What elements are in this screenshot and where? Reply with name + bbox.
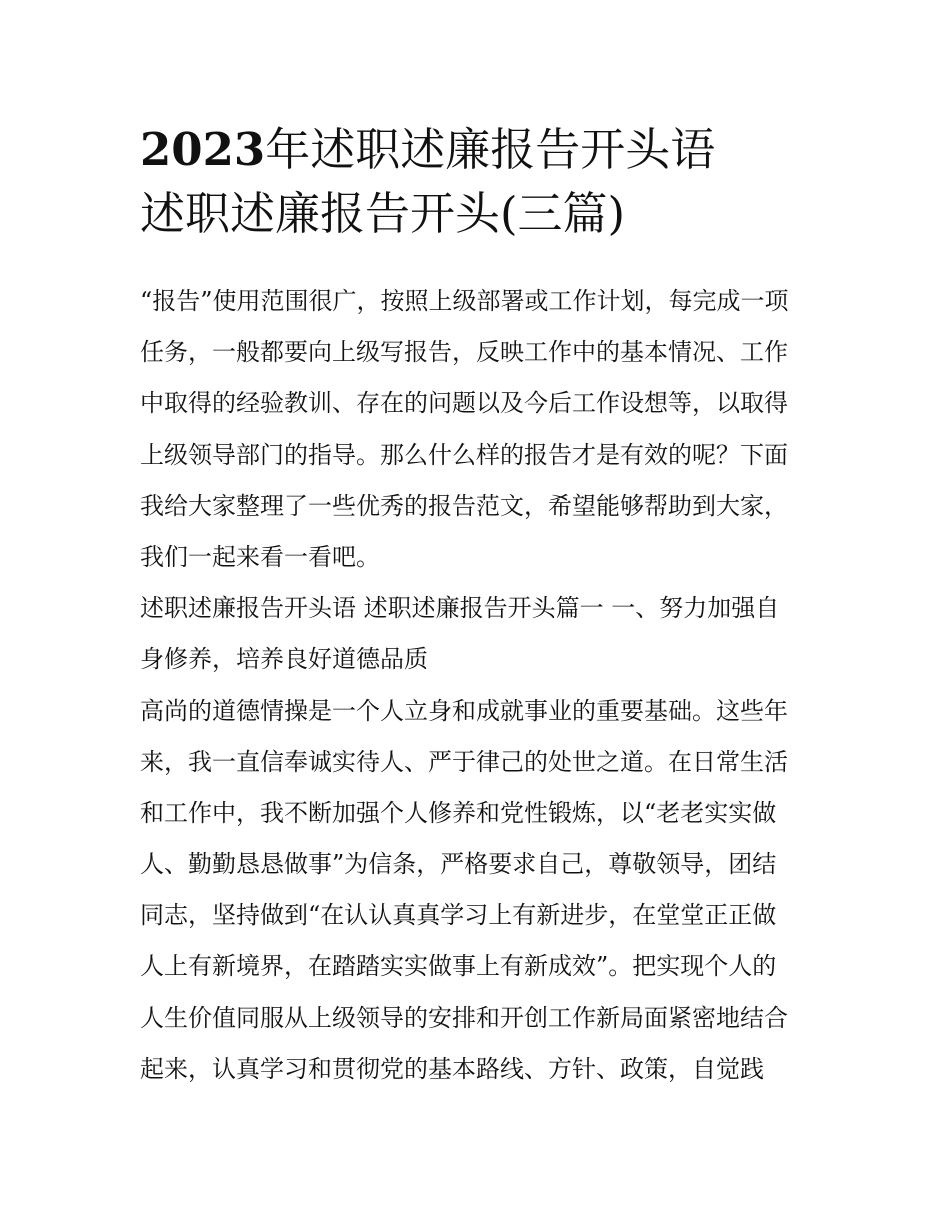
section-heading-line-1: 述职述廉报告开头语 述职述廉报告开头篇一 一、努力加强自	[140, 594, 780, 623]
body-line-2: 任务，一般都要向上级写报告，反映工作中的基本情况、工作	[140, 338, 788, 367]
body-line-11: 和工作中，我不断加强个人修养和党性锻炼，以“老老实实做	[140, 798, 777, 827]
section-heading-line-2: 身修养，培养良好道德品质	[140, 645, 428, 674]
title-line-2: 述职述廉报告开头(三篇)	[140, 187, 626, 240]
body-line-3: 中取得的经验教训、存在的问题以及今后工作设想等，以取得	[140, 389, 788, 418]
body-line-10: 来，我一直信奉诚实待人、严于律己的处世之道。在日常生活	[140, 747, 788, 776]
title-line-1	[140, 118, 840, 182]
title-line-1-text: 年述职述廉报告开头语	[265, 123, 716, 176]
title-year: 2023	[140, 123, 266, 176]
body-line-13: 同志，坚持做到“在认认真真学习上有新进步，在堂堂正正做	[140, 901, 777, 930]
body-line-14: 人上有新境界，在踏踏实实做事上有新成效”。把实现个人的	[140, 952, 777, 981]
body-line-4: 上级领导部门的指导。那么什么样的报告才是有效的呢？下面	[140, 440, 788, 469]
body-line-15: 人生价值同服从上级领导的安排和开创工作新局面紧密地结合	[140, 1003, 788, 1032]
body-line-6: 我们一起来看一看吧。	[140, 542, 380, 571]
document-body	[140, 276, 812, 1095]
body-line-9: 高尚的道德情操是一个人立身和成就事业的重要基础。这些年	[140, 696, 788, 725]
body-line-1: “报告”使用范围很广，按照上级部署或工作计划，每完成一项	[140, 287, 789, 315]
body-line-12: 人、勤勤恳恳做事”为信条，严格要求自己，尊敬领导，团结	[140, 850, 777, 879]
body-line-16: 起来，认真学习和贯彻党的基本路线、方针、政策，自觉践	[140, 1054, 764, 1083]
body-line-5: 我给大家整理了一些优秀的报告范文，希望能够帮助到大家，	[140, 491, 788, 520]
document-title	[140, 118, 840, 246]
